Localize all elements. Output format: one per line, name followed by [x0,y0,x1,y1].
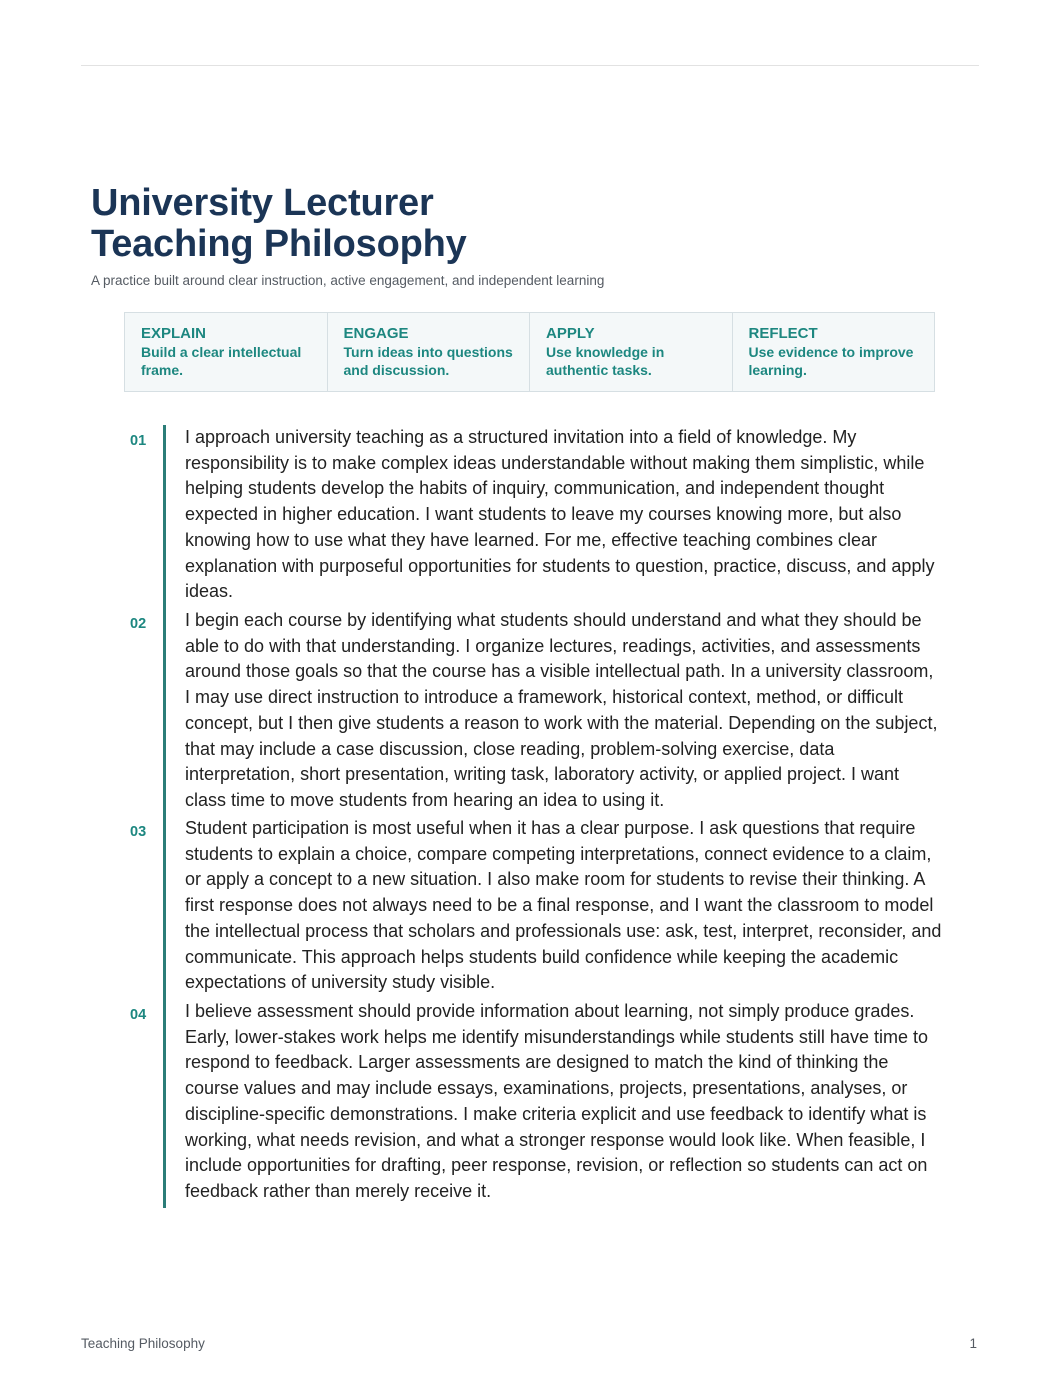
title-line-2: Teaching Philosophy [91,223,467,265]
footer-title: Teaching Philosophy [81,1336,205,1351]
page-number: 1 [969,1336,977,1351]
section-number: 03 [130,824,147,840]
step-description: Use evidence to improve learning. [748,343,914,378]
step-title: EXPLAIN [141,324,207,342]
step-description: Build a clear intellectual frame. [141,343,302,378]
step-title: REFLECT [748,324,818,342]
section-paragraph: I begin each course by identifying what students should understand and what they should be able to do with that understanding. I organize lectures, readings, activities, and assessments around those goals so that the course has a visible intellectual path. In a university classroom, I may use direct instruction to introduce a framework, historical context, method, or difficult concept, but I then give students a reason to work with the material. Depending on the subject, that may include a case discussion, close reading, problem-solving exercise, data interpretation, short presentation, writing task, laboratory activity, or applied project. I want class time to move students from hearing an idea to using it. [185,610,938,810]
step-title: ENGAGE [343,324,409,342]
section-number: 02 [130,616,147,632]
approach-steps-strip [124,312,935,392]
page-title [91,183,467,265]
step-explain [125,313,328,391]
top-divider [81,65,979,66]
title-line-1: University Lecturer [91,182,434,224]
step-title: APPLY [546,324,595,342]
section-number: 01 [130,433,147,449]
section-paragraph: I approach university teaching as a structured invitation into a field of knowledge. My responsibility is to make complex ideas understandable without making them simplistic, while helping students develop the habits of inquiry, communication, and independent thought expected in higher education. I want students to leave my courses knowing more, but also knowing how to use what they have learned. For me, effective teaching combines clear explanation with purposeful opportunities for students to question, practice, discuss, and apply ideas. [185,427,935,602]
step-description: Turn ideas into questions and discussion. [343,343,513,378]
step-engage [328,313,531,391]
page-subtitle: A practice built around clear instruction, active engagement, and independent learning [91,273,605,288]
philosophy-sections [124,425,944,1208]
section-paragraph: I believe assessment should provide information about learning, not simply produce grades. Early, lower-stakes work helps me identify misunderstandings while students still have time to respond to feedback. Larger assessments are designed to match the kind of thinking the course values and may include essays, examinations, projects, presentations, analyses, or discipline-specific demonstrations. I make criteria explicit and use feedback to identify what is working, what needs revision, and what a stronger response would look like. When feasible, I include opportunities for drafting, peer response, revision, or reflection so students can act on feedback rather than merely receive it. [185,1001,928,1201]
section-accent-bar [163,425,166,1208]
step-apply [530,313,733,391]
section-number: 04 [130,1007,147,1023]
section-paragraph: Student participation is most useful when it has a clear purpose. I ask questions that require students to explain a choice, compare competing interpretations, connect evidence to a claim, or apply a concept to a new situation. I also make room for students to revise their thinking. A first response does not always need to be a final response, and I want the classroom to model the intellectual process that scholars and professionals use: ask, test, interpret, reconsider, and communicate. This approach helps students build confidence while keeping the academic expectations of university study visible. [185,818,942,993]
step-description: Use knowledge in authentic tasks. [546,343,665,378]
step-reflect [733,313,935,391]
